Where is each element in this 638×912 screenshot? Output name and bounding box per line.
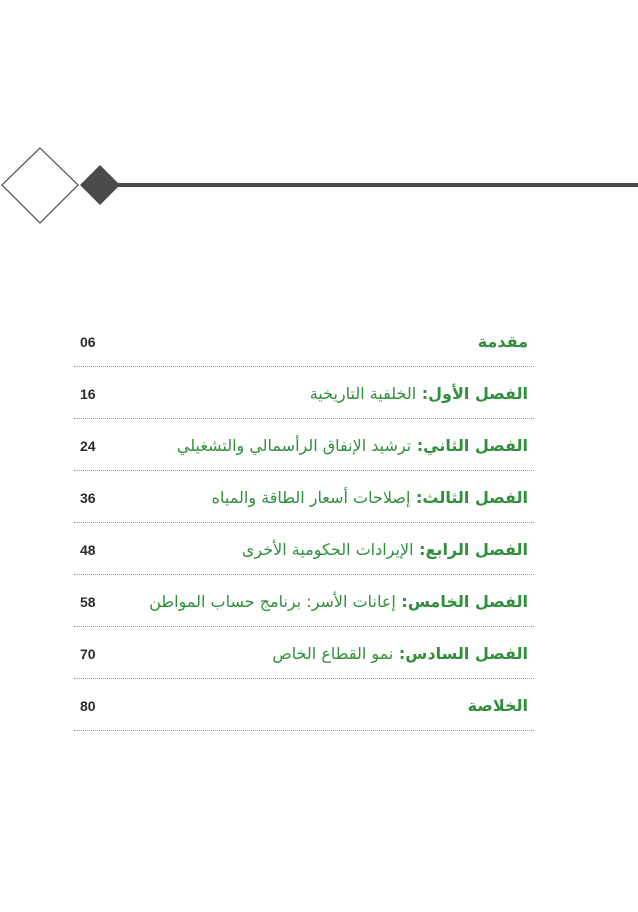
- toc-item-chapter-1[interactable]: [74, 367, 534, 419]
- toc-item-subtitle: نمو القطاع الخاص: [272, 644, 394, 663]
- toc-item-title: الفصل الثاني: ترشيد الإنفاق الرأسمالي والتشغيلي: [176, 436, 528, 455]
- header-ornament: [0, 140, 638, 230]
- toc-item-subtitle: إعانات الأسر: برنامج حساب المواطن: [149, 592, 396, 611]
- toc-item-page-number: 36: [80, 490, 96, 506]
- diamond-outline-icon: [2, 148, 78, 223]
- toc-item-title: الفصل الثالث: إصلاحات أسعار الطاقة والمياه: [211, 488, 528, 507]
- toc-item-label: مقدمة: [477, 332, 528, 351]
- toc-item-page-number: 58: [80, 594, 96, 610]
- toc-item-label: الفصل الخامس: [407, 592, 528, 611]
- toc-item-chapter-6[interactable]: [74, 627, 534, 679]
- toc-item-subtitle: الإيرادات الحكومية الأخرى: [241, 540, 414, 559]
- toc-item-page-number: 70: [80, 646, 96, 662]
- toc-item-label: الفصل الثاني: [423, 436, 528, 455]
- toc-item-chapter-4[interactable]: [74, 523, 534, 575]
- toc-item-chapter-2[interactable]: [74, 419, 534, 471]
- toc-item-page-number: 80: [80, 698, 96, 714]
- toc-item-title: [478, 332, 528, 352]
- toc-item-label: الفصل السادس: [405, 644, 528, 663]
- toc-item-title: الفصل السادس: نمو القطاع الخاص: [272, 644, 528, 663]
- toc-item-page-number: 24: [80, 438, 96, 454]
- toc-item-label: الفصل الثالث: [422, 488, 528, 507]
- table-of-contents: [74, 315, 534, 731]
- toc-item-conclusion[interactable]: [74, 679, 534, 731]
- toc-item-chapter-3[interactable]: [74, 471, 534, 523]
- toc-item-page-number: 16: [80, 386, 96, 402]
- toc-item-title: الفصل الخامس: إعانات الأسر: برنامج حساب المواطن: [149, 592, 528, 611]
- toc-item-label: الفصل الأول: [428, 384, 528, 403]
- toc-item-page-number: 06: [80, 334, 96, 350]
- toc-item-introduction[interactable]: [74, 315, 534, 367]
- toc-item-page-number: 48: [80, 542, 96, 558]
- toc-item-label: الفصل الرابع: [425, 540, 528, 559]
- toc-item-chapter-5[interactable]: [74, 575, 534, 627]
- toc-item-title: الفصل الرابع: الإيرادات الحكومية الأخرى: [241, 540, 528, 559]
- diamond-filled-icon: [80, 165, 120, 205]
- toc-item-subtitle: ترشيد الإنفاق الرأسمالي والتشغيلي: [176, 436, 412, 455]
- toc-item-title: [468, 696, 528, 716]
- toc-item-subtitle: الخلفية التاريخية: [309, 384, 417, 403]
- toc-item-subtitle: إصلاحات أسعار الطاقة والمياه: [211, 488, 411, 507]
- toc-item-title: الفصل الأول: الخلفية التاريخية: [309, 384, 528, 403]
- toc-item-label: الخلاصة: [467, 696, 528, 715]
